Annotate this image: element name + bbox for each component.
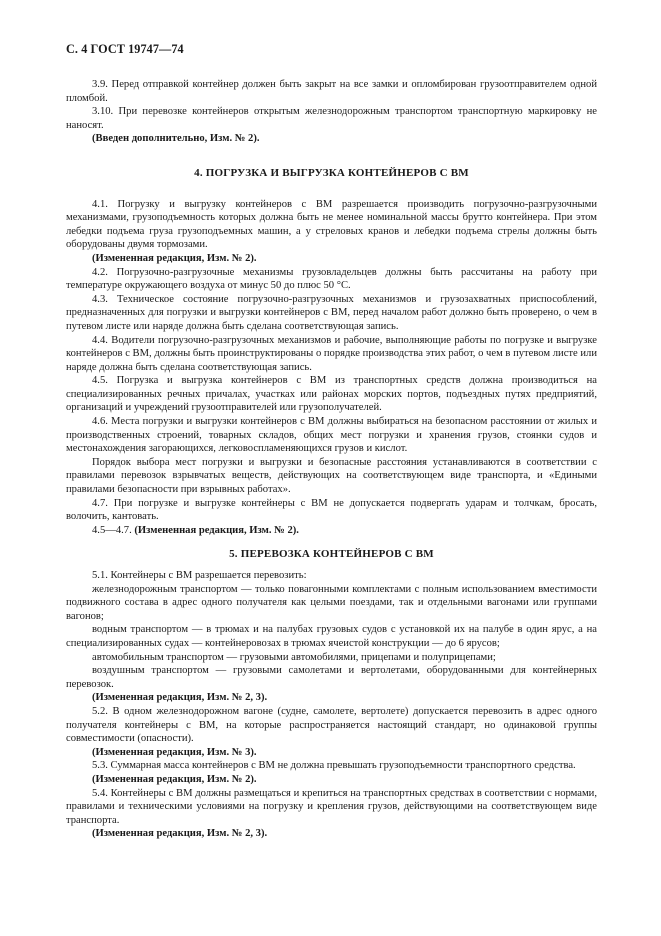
amendment-note: (Измененная редакция, Изм. № 2).	[92, 773, 257, 785]
paragraph-4-6-order: Порядок выбора мест погрузки и выгрузки и безопасные расстояния устанавливаются в соответствии с правилами перевозок взрывчатых веществ, действующих на соответствующем виде транспорта, и «Едиными правилами безопасности при взрывных работах».	[66, 456, 597, 496]
paragraph-4-6: 4.6. Места погрузки и выгрузки контейнеров с ВМ должны выбираться на безопасном расстоянии от жилых и производственных строений, товарных складов, общих мест погрузки и хранения грузов, стоянки судов и местонахождения загорающихся, легковоспламеняющихся грузов и кислот.	[66, 416, 597, 455]
page-header: С. 4 ГОСТ 19747—74	[66, 42, 184, 56]
paragraph-3-10: 3.10. При перевозке контейнеров открытым железнодорожным транспортом транспортную маркировку не наносят.	[66, 106, 597, 131]
paragraph-5-1-air: воздушным транспортом — грузовыми самолетами и вертолетами, оборудованными для контейнерных перевозок.	[66, 665, 597, 690]
paragraph-4-7: 4.7. При погрузке и выгрузке контейнеры с ВМ не допускается подвергать ударам и толчкам, бросать, волочить, кантовать.	[66, 497, 597, 523]
paragraph-5-4: 5.4. Контейнеры с ВМ должны размещаться и крепиться на транспортных средствах в соответствии с нормами, правилами и техническими условиями на погрузку и крепления грузов, действующими на соответствующем виде транспорта.	[66, 787, 597, 826]
paragraph-4-2: 4.2. Погрузочно-разгрузочные механизмы грузовладельцев должны быть рассчитаны на работу при температуре окружающего воздуха от минус 50 до плюс 50 °С.	[66, 266, 597, 292]
paragraph-5-2: 5.2. В одном железнодорожном вагоне (судне, самолете, вертолете) допускается перевозить в адрес одного получателя контейнеры с ВМ, на которые распространяется настоящий стандарт, но одинаковой группы совместимости (опасности).	[66, 705, 597, 745]
amendment-note: (Измененная редакция, Изм. № 2).	[92, 252, 257, 264]
paragraph-5-3: 5.3. Суммарная масса контейнеров с ВМ не должна превышать грузоподъемности транспортного средства.	[92, 760, 576, 772]
amendment-note: (Измененная редакция, Изм. № 3).	[92, 746, 257, 758]
amendment-note: (Измененная редакция, Изм. № 2, 3).	[92, 828, 268, 840]
section-5-title: 5. ПЕРЕВОЗКА КОНТЕЙНЕРОВ С ВМ	[229, 548, 434, 561]
amendment-text: (Измененная редакция, Изм. № 2).	[134, 524, 299, 536]
paragraph-5-1-road: автомобильным транспортом — грузовыми автомобилями, прицепами и полуприцепами;	[92, 651, 496, 663]
paragraph-4-1: 4.1. Погрузку и выгрузку контейнеров с ВМ разрешается производить погрузочно-разгрузочными механизмами, грузоподъемность которых должна быть не менее номинальной массы брутто контейнера. При этом лебедки подъема груза грузоподъемных машин, а у стреловых кранов и лебедки подъема стрелы должны быть оборудованы двумя тормозами.	[66, 198, 597, 251]
amendment-note: (Измененная редакция, Изм. № 2, 3).	[92, 692, 268, 704]
document-body	[66, 78, 597, 841]
section-4-title: 4. ПОГРУЗКА И ВЫГРУЗКА КОНТЕЙНЕРОВ С ВМ	[194, 166, 469, 179]
amendment-note: (Введен дополнительно, Изм. № 2).	[92, 133, 260, 145]
paragraph-4-3: 4.3. Техническое состояние погрузочно-разгрузочных механизмов и грузозахватных приспособлений, предназначенных для погрузки и выгрузки контейнеров с ВМ, перед началом работ должно быть проверено, о чем в путевом листе или наряде должна быть сделана соответствующая запись.	[66, 293, 597, 332]
paragraph-5-1-water: водным транспортом — в трюмах и на палубах грузовых судов с установкой их на палубе в один ярус, а на специализированных судах — контейнеровозах в трюмах ячеистой конструкции — до 6 ярусов;	[66, 624, 597, 649]
paragraph-4-4: 4.4. Водители погрузочно-разгрузочных механизмов и рабочие, выполняющие работы по погрузке и выгрузке контейнеров с ВМ, должны быть проинструктированы о порядке производства этих работ, о чем в путевом листе или наряде должна быть сделана соответствующая запись.	[66, 334, 598, 373]
paragraph-5-1: 5.1. Контейнеры с ВМ разрешается перевозить:	[92, 570, 307, 581]
amendment-note-4-5-4-7	[66, 524, 597, 538]
paragraph-5-1-rail: железнодорожным транспортом — только повагонными комплектами с полным использованием вместимости подвижного состава в адрес одного получателя как целыми поездами, так и отдельными вагонами или группами вагонов;	[66, 583, 597, 622]
paragraph-4-5: 4.5. Погрузка и выгрузка контейнеров с ВМ из транспортных средств должна производиться на специализированных речных причалах, участках или районах морских портов, подъездных путях предприятий, организаций и учреждений грузоотправителей или грузополучателей.	[66, 375, 597, 414]
paragraph-3-9: 3.9. Перед отправкой контейнер должен быть закрыт на все замки и опломбирован грузоотправителем одной пломбой.	[66, 79, 597, 104]
clause-range: 4.5—4.7.	[92, 524, 135, 536]
